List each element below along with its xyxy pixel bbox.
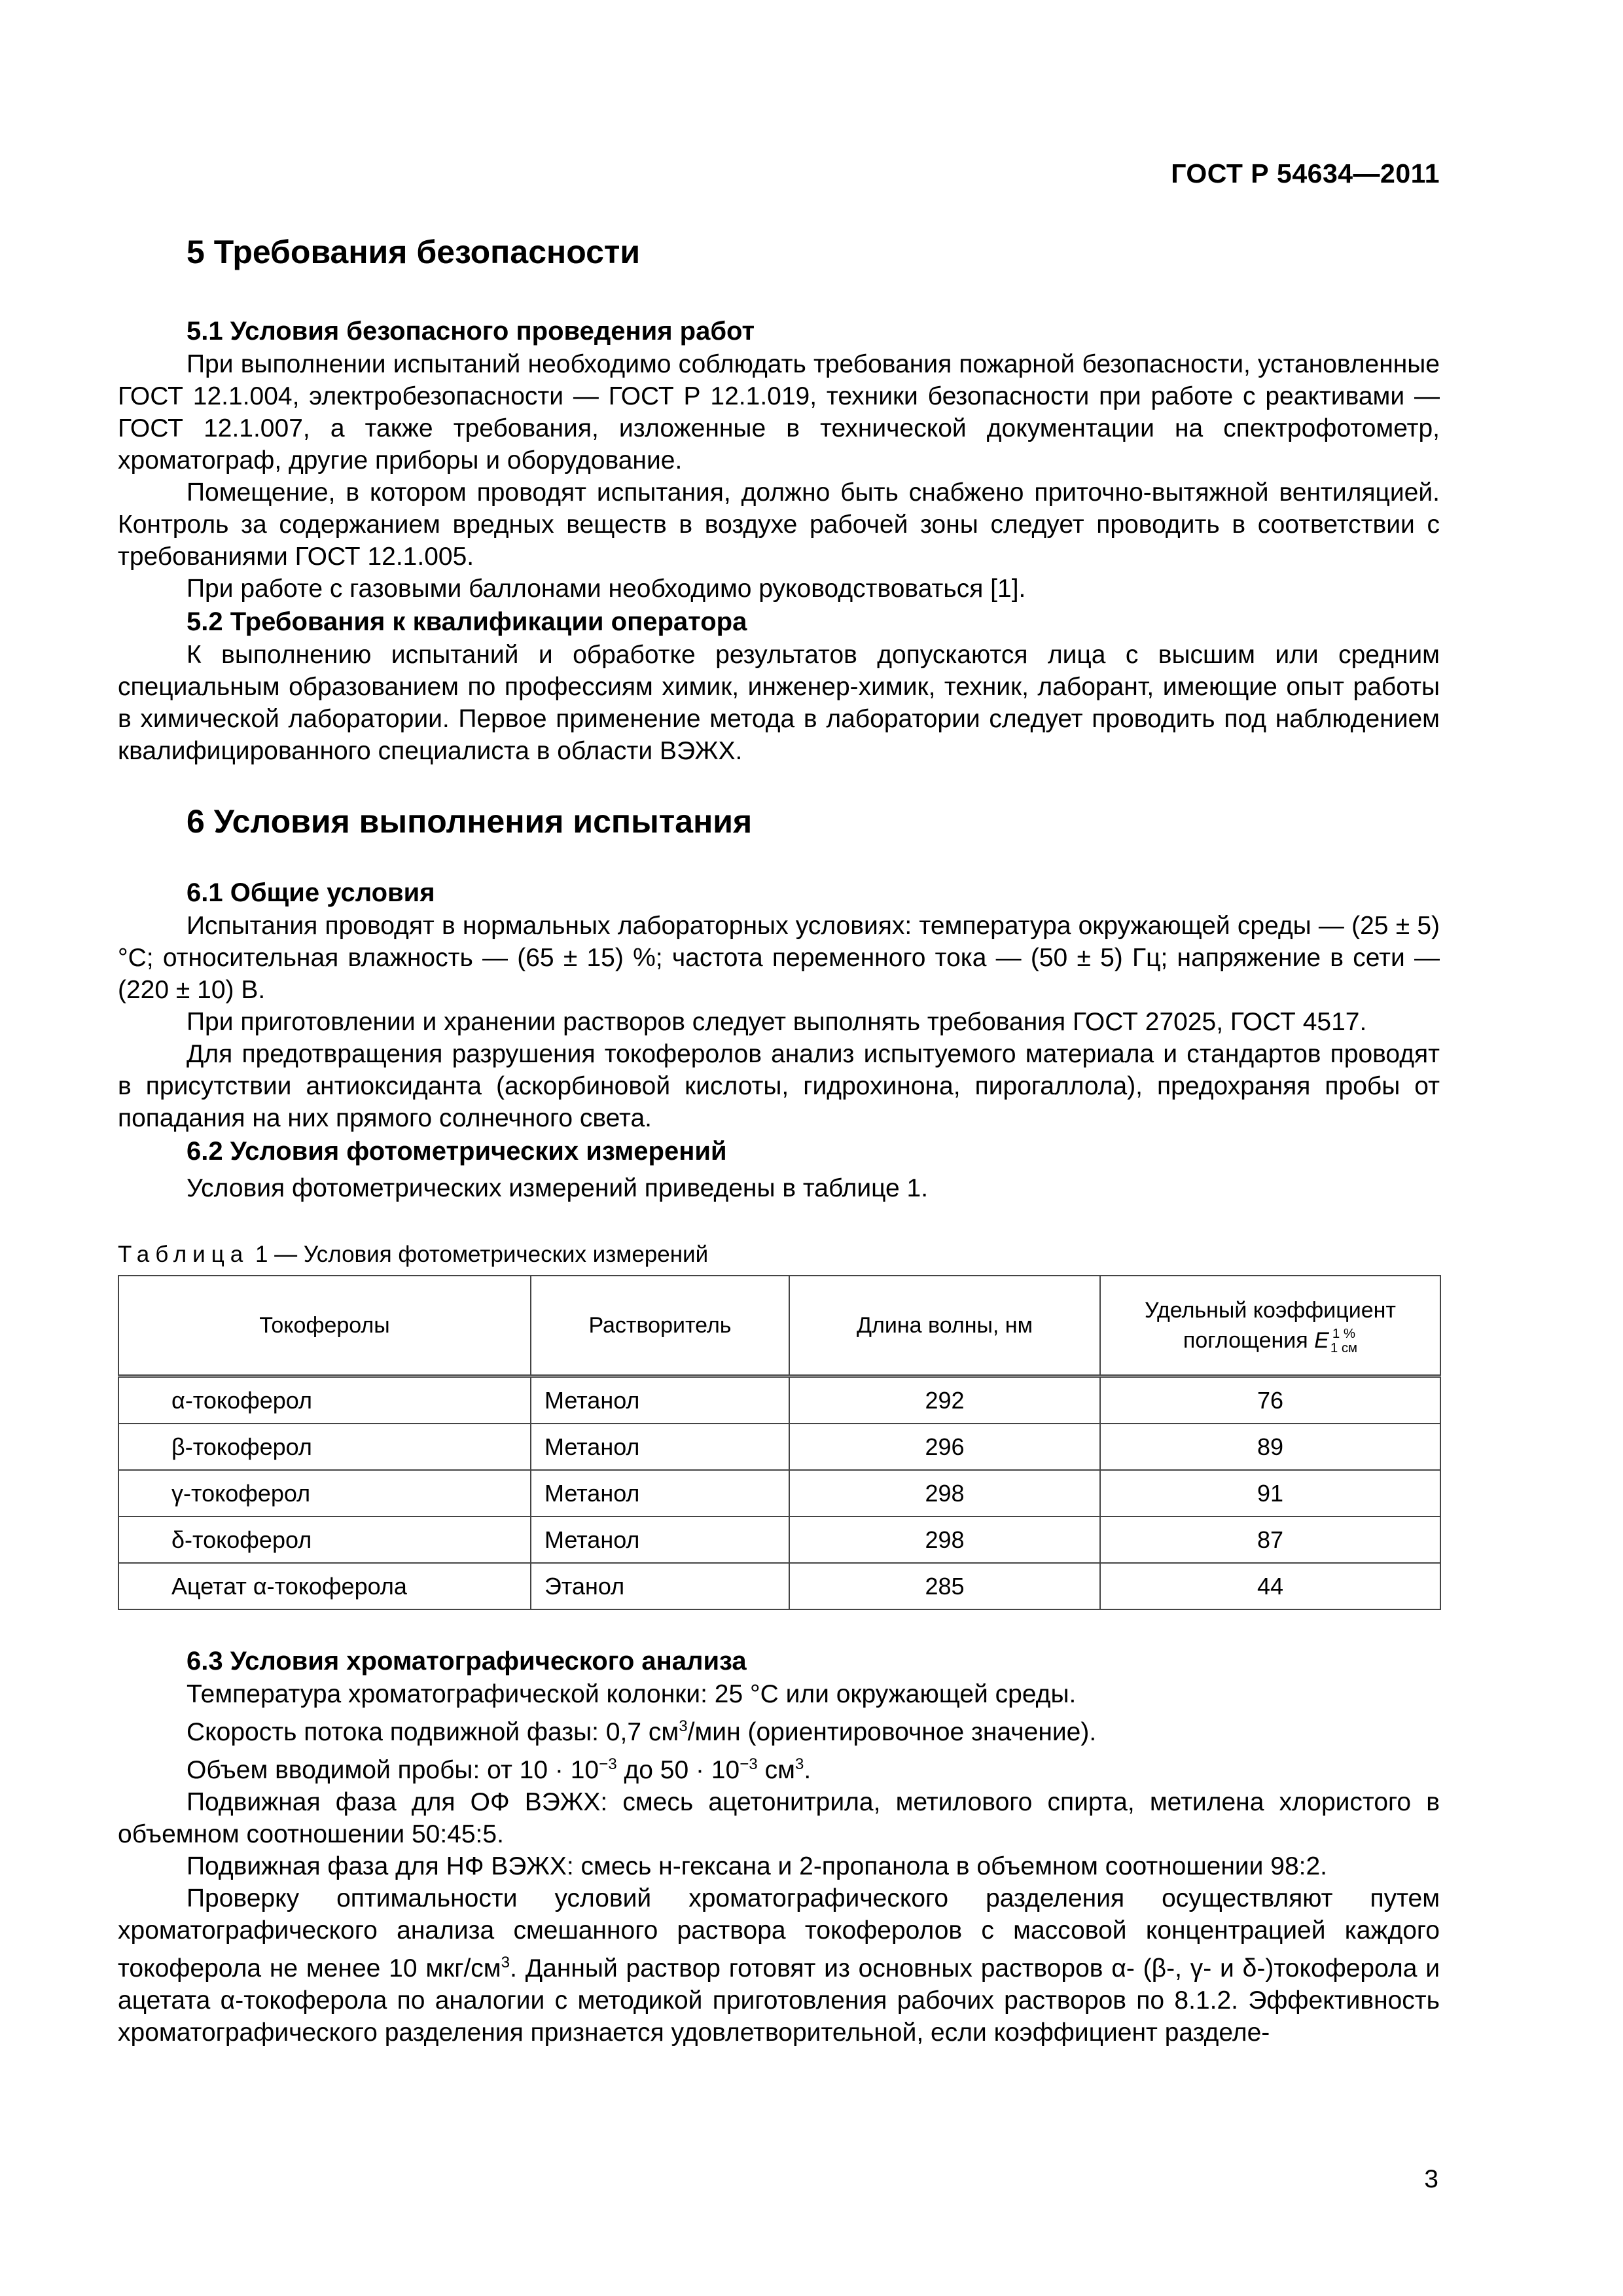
optimality-sup: 3 — [501, 1954, 510, 1971]
cell-tocopherol: β-токоферол — [118, 1424, 531, 1470]
section-6-title: 6 Условия выполнения испытания — [187, 803, 753, 840]
header-coefficient-sup: 1 % — [1332, 1327, 1356, 1342]
paragraph-6-3-5: Подвижная фаза для НФ ВЭЖХ: смесь н-гексана и 2-пропанола в объемном соотношении 98:2. — [187, 1852, 1328, 1880]
cell-wavelength: 298 — [789, 1470, 1100, 1516]
sample-volume-sup-3: 3 — [794, 1755, 804, 1773]
header-solvent: Растворитель — [531, 1276, 789, 1376]
cell-wavelength: 285 — [789, 1563, 1100, 1609]
cell-solvent: Метанол — [531, 1470, 789, 1516]
subsection-5-2-title: 5.2 Требования к квалификации оператора — [187, 607, 747, 636]
cell-tocopherol: α-токоферол — [118, 1376, 531, 1424]
header-coefficient-line1: Удельный коэффициент — [1145, 1297, 1396, 1323]
paragraph-6-3-1: Температура хроматографической колонки: 25 °С или окружающей среды. — [187, 1680, 1077, 1708]
optimality-text: Проверку оптимальности условий хроматографического разделения осуществляют путем хроматографического анализа смешанного раствора токоферолов с массовой концентрацией каждого токоферола не менее 10 мкг/см — [118, 1884, 1440, 1982]
cell-wavelength: 298 — [789, 1516, 1100, 1563]
paragraph-6-3-4: Подвижная фаза для ОФ ВЭЖХ: смесь ацетонитрила, метилового спирта, метилена хлористого в объемном соотношении 50:45:5. — [118, 1788, 1440, 1848]
table-row — [118, 1470, 1440, 1516]
page-content — [118, 144, 1440, 2049]
paragraph-5-1-2: Помещение, в котором проводят испытания, должно быть снабжено приточно-вытяжной вентиляцией. Контроль за содержанием вредных веществ в воздухе рабочей зоны следует проводить в соответствии с требованиями ГОСТ 12.1.005. — [118, 478, 1440, 571]
paragraph-6-3-2 — [118, 1710, 1440, 1748]
subsection-6-1-title: 6.1 Общие условия — [187, 878, 435, 907]
header-coefficient-sub: 1 см — [1330, 1340, 1358, 1355]
paragraph-6-1-2: При приготовлении и хранении растворов следует выполнять требования ГОСТ 27025, ГОСТ 4517. — [187, 1008, 1367, 1036]
table-caption-label: Таблица — [118, 1242, 249, 1267]
table-row — [118, 1516, 1440, 1563]
paragraph-6-1-1: Испытания проводят в нормальных лабораторных условиях: температура окружающей среды — (25 ± 5) °С; относительная влажность — (65 ± 15) %; частота переменного тока — (50 ± 5) Гц; напряжение в сети — (220 ± 10) В. — [118, 912, 1440, 1004]
cell-solvent: Метанол — [531, 1516, 789, 1563]
cell-wavelength: 292 — [789, 1376, 1100, 1424]
table-header-row — [118, 1276, 1440, 1376]
flow-rate-text: Скорость потока подвижной фазы: 0,7 см — [187, 1718, 679, 1746]
table-row — [118, 1563, 1440, 1609]
header-coefficient-indices — [1330, 1327, 1357, 1355]
table-row — [118, 1424, 1440, 1470]
table-caption-text: 1 — Условия фотометрических измерений — [249, 1242, 709, 1267]
cell-solvent: Метанол — [531, 1424, 789, 1470]
paragraph-6-3-6 — [118, 1882, 1440, 2049]
cell-coefficient: 76 — [1100, 1376, 1440, 1424]
cell-solvent: Метанол — [531, 1376, 789, 1424]
cell-coefficient: 91 — [1100, 1470, 1440, 1516]
cell-coefficient: 44 — [1100, 1563, 1440, 1609]
cell-solvent: Этанол — [531, 1563, 789, 1609]
sample-volume-text-end: . — [804, 1756, 812, 1784]
subsection-5-1-title: 5.1 Условия безопасного проведения работ — [187, 317, 755, 346]
subsection-6-3-title: 6.3 Условия хроматографического анализа — [187, 1647, 747, 1676]
paragraph-6-3-3 — [118, 1748, 1440, 1786]
sample-volume-sup-1: −3 — [599, 1755, 617, 1773]
cell-tocopherol: γ-токоферол — [118, 1470, 531, 1516]
paragraph-6-2-1: Условия фотометрических измерений приведены в таблице 1. — [187, 1174, 929, 1202]
table-1-caption — [118, 1240, 1440, 1270]
page-number: 3 — [1424, 2165, 1438, 2193]
paragraph-5-1-1: При выполнении испытаний необходимо соблюдать требования пожарной безопасности, установленные ГОСТ 12.1.004, электробезопасности — ГОСТ Р 12.1.019, техники безопасности при работе с реактивами — ГОСТ 12.1.007, а также требования, изложенные в технической документации на спектрофотометр, хроматограф, другие приборы и оборудование. — [118, 350, 1440, 475]
header-coefficient — [1100, 1276, 1440, 1376]
cell-coefficient: 89 — [1100, 1424, 1440, 1470]
cell-wavelength: 296 — [789, 1424, 1100, 1470]
table-1 — [118, 1275, 1441, 1610]
table-row — [118, 1376, 1440, 1424]
section-5-title: 5 Требования безопасности — [187, 234, 641, 270]
flow-rate-text-end: /мин (ориентировочное значение). — [687, 1718, 1097, 1746]
optimality-text-end: . Данный раствор готовят из основных растворов α- (β-, γ- и δ-)токоферола и ацетата α-токоферола по аналогии с методикой приготовления рабочих растворов по 8.1.2. Эффективность хроматографического разделения признается удовлетворительной, если коэффициент разделе- — [118, 1954, 1440, 2047]
cell-tocopherol: Ацетат α-токоферола — [118, 1563, 531, 1609]
paragraph-5-2-1: К выполнению испытаний и обработке результатов допускаются лица с высшим или средним специальным образованием по профессиям химик, инженер-химик, техник, лаборант, имеющие опыт работы в химической лаборатории. Первое применение метода в лаборатории следует проводить под наблюдением квалифицированного специалиста в области ВЭЖХ. — [118, 641, 1440, 765]
paragraph-6-1-3: Для предотвращения разрушения токоферолов анализ испытуемого материала и стандартов проводят в присутствии антиоксиданта (аскорбиновой кислоты, гидрохинона, пирогаллола), предохраняя пробы от попадания на них прямого солнечного света. — [118, 1040, 1440, 1132]
header-coefficient-line2: поглощения — [1183, 1327, 1315, 1353]
sample-volume-text: Объем вводимой пробы: от 10 · 10 — [187, 1756, 599, 1784]
subsection-6-2-title: 6.2 Условия фотометрических измерений — [187, 1137, 727, 1166]
document-id-header: ГОСТ Р 54634—2011 — [1171, 158, 1440, 188]
flow-rate-sup: 3 — [679, 1717, 688, 1735]
sample-volume-text-3: см — [757, 1756, 795, 1784]
header-wavelength: Длина волны, нм — [789, 1276, 1100, 1376]
paragraph-5-1-3: При работе с газовыми баллонами необходимо руководствоваться [1]. — [187, 575, 1026, 603]
cell-coefficient: 87 — [1100, 1516, 1440, 1563]
sample-volume-text-2: до 50 · 10 — [616, 1756, 740, 1784]
cell-tocopherol: δ-токоферол — [118, 1516, 531, 1563]
sample-volume-sup-2: −3 — [740, 1755, 758, 1773]
header-coefficient-symbol: E — [1314, 1327, 1329, 1353]
header-tocopherols: Токоферолы — [118, 1276, 531, 1376]
